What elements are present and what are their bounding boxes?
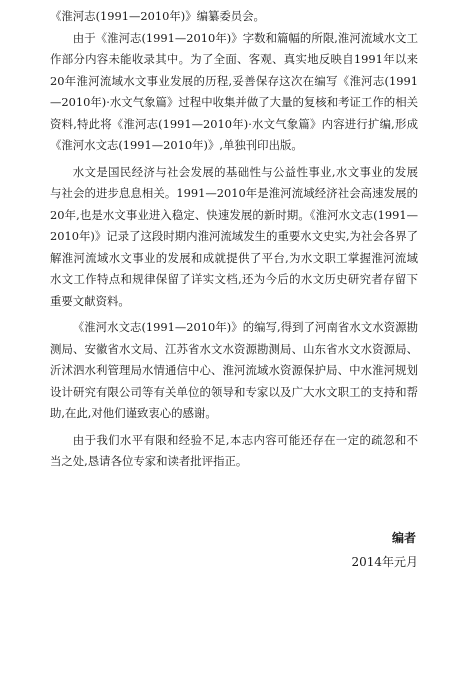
date-line: 2014年元月: [351, 555, 418, 569]
signature-block: [351, 526, 418, 574]
paragraph-disclaimer: 由于我们水平有限和经验不足,本志内容可能还存在一定的疏忽和不当之处,恳请各位专家和读者批评指正。: [50, 432, 418, 468]
paragraph-scope: 由于《淮河志(1991—2010年)》字数和篇幅的所限,淮河流域水文工作部分内容未能收录其中。为了全面、客观、真实地反映自1991年以来20年淮河流域水文事业发展的历程,妥善保存这次在编写《淮河志(1991—2010年)·水文气象篇》过程中收集并做了大量的复核和考证工作的相关资料,特此将《淮河志(1991—2010年)·水文气象篇》内容进行扩编,形成《淮河水文志(1991—2010年)》,单独刊印出版。: [50, 30, 418, 152]
author-line: 编者: [391, 531, 416, 545]
paragraph-significance: 水文是国民经济与社会发展的基础性与公益性事业,水文事业的发展与社会的进步息息相关。1991—2010年是淮河流域经济社会高速发展的20年,也是水文事业进入稳定、快速发展的新时期。《淮河水文志(1991—2010年)》记录了这段时期内淮河流域发生的重要水文史实,为社会各界了解淮河流域水文事业的发展和成就提供了平台,为水文职工掌握淮河流域水文工作特点和规律保留了详实文档,还为今后的水文历史研究者存留下重要文献资料。: [50, 164, 418, 308]
paragraph-acknowledgements: 《淮河水文志(1991—2010年)》的编写,得到了河南省水文水资源勘测局、安徽省水文局、江苏省水文水资源勘测局、山东省水文水资源局、沂沭泗水利管理局水情通信中心、淮河流域水资源保护局、中水淮河规划设计研究有限公司等有关单位的领导和专家以及广大水文职工的支持和帮助,在此,对他们谨致衷心的感谢。: [50, 320, 418, 420]
document-body: [50, 0, 418, 473]
intro-line: 《淮河志(1991—2010年)》编纂委员会。: [50, 9, 265, 23]
